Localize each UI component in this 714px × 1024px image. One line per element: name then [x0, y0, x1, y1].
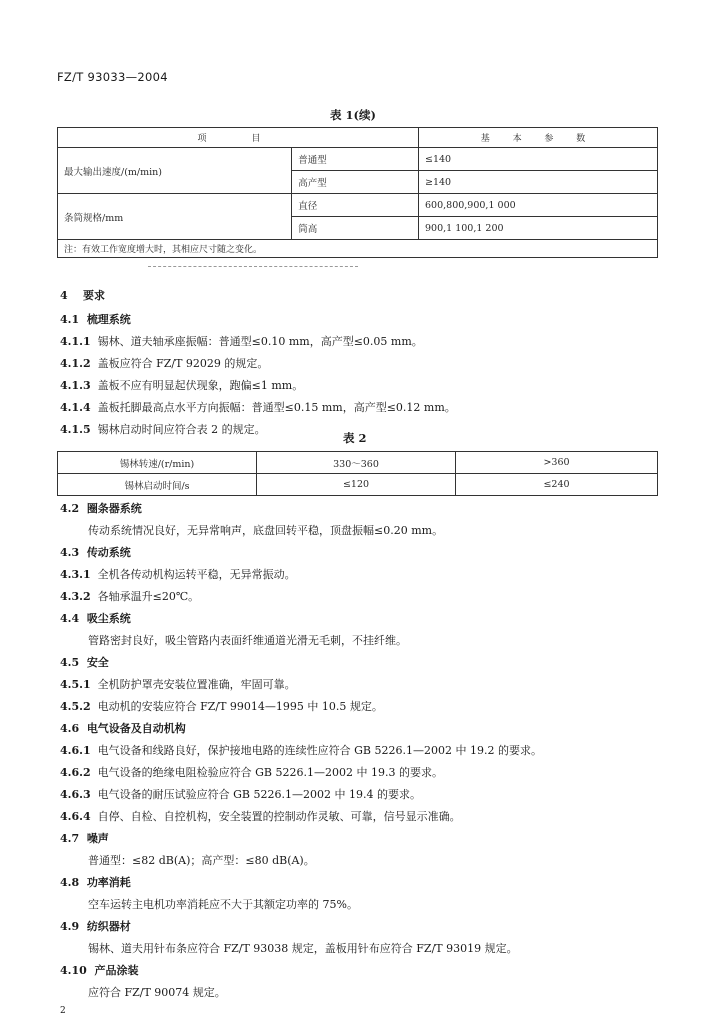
section-4-7 [60, 830, 109, 846]
table1-sub: 直径 [292, 194, 419, 217]
section-4 [60, 287, 105, 303]
paragraph: 传动系统情况良好，无异常响声，底盘回转平稳，顶盘振幅≤0.20 mm。 [88, 524, 444, 537]
clause-number: 4.1.4 [60, 401, 91, 414]
table1-value: ≤140 [419, 148, 658, 171]
clause-number: 4.1.5 [60, 423, 91, 436]
table1-value: 900,1 100,1 200 [419, 217, 658, 240]
paragraph: 普通型：≤82 dB(A)；高产型：≤80 dB(A)。 [88, 854, 315, 867]
clause-number: 4.6.1 [60, 744, 91, 757]
clause-text: 全机各传动机构运转平稳，无异常振动。 [97, 568, 296, 581]
clause-4-6-4 [60, 808, 461, 824]
divider [148, 266, 358, 267]
paragraph: 应符合 FZ/T 90074 规定。 [88, 986, 226, 999]
document-code: FZ/T 93033—2004 [57, 70, 168, 84]
section-title: 要求 [82, 289, 105, 302]
section-number: 4.9 [60, 920, 80, 933]
table1-item: 最大输出速度/(m/min) [58, 148, 292, 194]
clause-text: 锡林启动时间应符合表 2 的规定。 [97, 423, 266, 436]
table2 [57, 451, 658, 496]
table1-value: ≥140 [419, 171, 658, 194]
clause-4-1-5 [60, 421, 266, 437]
section-number: 4.3 [60, 546, 80, 559]
section-title: 圈条器系统 [86, 502, 142, 515]
clause-number: 4.6.2 [60, 766, 91, 779]
clause-4-6-2 [60, 764, 443, 780]
clause-4-1-1 [60, 333, 423, 349]
table2-value: 330～360 [257, 452, 456, 474]
section-title: 传动系统 [86, 546, 131, 559]
table1-value: 600,800,900,1 000 [419, 194, 658, 217]
table1-header-row [58, 128, 658, 148]
table1-head-param: 基 本 参 数 [419, 128, 658, 148]
clause-4-3-2 [60, 588, 199, 604]
section-title: 安全 [86, 656, 109, 669]
clause-number: 4.1.1 [60, 335, 91, 348]
section-number: 4 [60, 289, 68, 302]
clause-4-5-2 [60, 698, 383, 714]
section-4-10 [60, 962, 138, 978]
section-title: 功率消耗 [86, 876, 131, 889]
section-title: 噪声 [86, 832, 109, 845]
table2-label: 锡林启动时间/s [58, 474, 257, 496]
clause-4-5-1 [60, 676, 296, 692]
clause-number: 4.6.3 [60, 788, 91, 801]
clause-4-1-2 [60, 355, 268, 371]
clause-number: 4.6.4 [60, 810, 91, 823]
section-number: 4.2 [60, 502, 80, 515]
section-number: 4.7 [60, 832, 80, 845]
section-4-6 [60, 720, 186, 736]
table2-label: 锡林转速/(r/min) [58, 452, 257, 474]
clause-text: 全机防护罩壳安装位置准确，牢固可靠。 [97, 678, 296, 691]
section-4-9 [60, 918, 131, 934]
table1-item: 条筒规格/mm [58, 194, 292, 240]
clause-text: 自停、自检、自控机构，安全装置的控制动作灵敏、可靠，信号显示准确。 [97, 810, 461, 823]
clause-4-3-1 [60, 566, 296, 582]
clause-text: 电气设备的耐压试验应符合 GB 5226.1—2002 中 19.4 的要求。 [97, 788, 421, 801]
paragraph: 管路密封良好，吸尘管路内表面纤维通道光滑无毛刺，不挂纤维。 [88, 634, 407, 647]
section-title: 电气设备及自动机构 [86, 722, 186, 735]
section-4-4 [60, 610, 131, 626]
clause-number: 4.1.3 [60, 379, 91, 392]
clause-text: 电气设备的绝缘电阻检验应符合 GB 5226.1—2002 中 19.3 的要求。 [97, 766, 443, 779]
table1 [57, 127, 658, 258]
clause-text: 电动机的安装应符合 FZ/T 99014—1995 中 10.5 规定。 [97, 700, 383, 713]
section-number: 4.5 [60, 656, 80, 669]
section-number: 4.1 [60, 313, 80, 326]
section-title: 纺织器材 [86, 920, 131, 933]
table1-sub: 筒高 [292, 217, 419, 240]
clause-number: 4.3.2 [60, 590, 91, 603]
table-row [58, 452, 658, 474]
paragraph: 锡林、道夫用针布条应符合 FZ/T 93038 规定，盖板用针布应符合 FZ/T 93019 规定。 [88, 942, 518, 955]
section-4-5 [60, 654, 109, 670]
table1-sub: 高产型 [292, 171, 419, 194]
clause-4-6-1 [60, 742, 542, 758]
clause-number: 4.3.1 [60, 568, 91, 581]
page-number: 2 [60, 1006, 66, 1016]
clause-4-6-3 [60, 786, 421, 802]
table2-caption: 表 2 [343, 431, 367, 445]
clause-text: 盖板不应有明显起伏现象，跑偏≤1 mm。 [97, 379, 304, 392]
table-row [58, 194, 658, 217]
section-4-3 [60, 544, 131, 560]
clause-text: 盖板托脚最高点水平方向振幅：普通型≤0.15 mm，高产型≤0.12 mm。 [97, 401, 456, 414]
clause-number: 4.1.2 [60, 357, 91, 370]
clause-text: 盖板应符合 FZ/T 92029 的规定。 [97, 357, 269, 370]
section-number: 4.4 [60, 612, 80, 625]
table2-value: ≤240 [456, 474, 658, 496]
section-4-8 [60, 874, 131, 890]
section-title: 梳理系统 [86, 313, 131, 326]
table1-note: 注：有效工作宽度增大时，其相应尺寸随之变化。 [58, 240, 658, 258]
section-number: 4.10 [60, 964, 87, 977]
paragraph: 空车运转主电机功率消耗应不大于其额定功率的 75%。 [88, 898, 358, 911]
table1-sub: 普通型 [292, 148, 419, 171]
table1-caption: 表 1(续) [330, 108, 376, 122]
clause-text: 锡林、道夫轴承座振幅：普通型≤0.10 mm，高产型≤0.05 mm。 [97, 335, 423, 348]
table-row [58, 474, 658, 496]
section-4-1 [60, 311, 131, 327]
section-number: 4.8 [60, 876, 80, 889]
section-4-2 [60, 500, 142, 516]
table1-note-row [58, 240, 658, 258]
clause-text: 各轴承温升≤20℃。 [97, 590, 200, 603]
table-row [58, 148, 658, 171]
clause-4-1-3 [60, 377, 303, 393]
table1-head-item: 项 目 [58, 128, 419, 148]
section-number: 4.6 [60, 722, 80, 735]
section-title: 产品涂装 [94, 964, 139, 977]
clause-4-1-4 [60, 399, 456, 415]
section-title: 吸尘系统 [86, 612, 131, 625]
table2-value: >360 [456, 452, 658, 474]
clause-number: 4.5.1 [60, 678, 91, 691]
clause-text: 电气设备和线路良好，保护接地电路的连续性应符合 GB 5226.1—2002 中 19.2 的要求。 [97, 744, 542, 757]
table2-value: ≤120 [257, 474, 456, 496]
clause-number: 4.5.2 [60, 700, 91, 713]
